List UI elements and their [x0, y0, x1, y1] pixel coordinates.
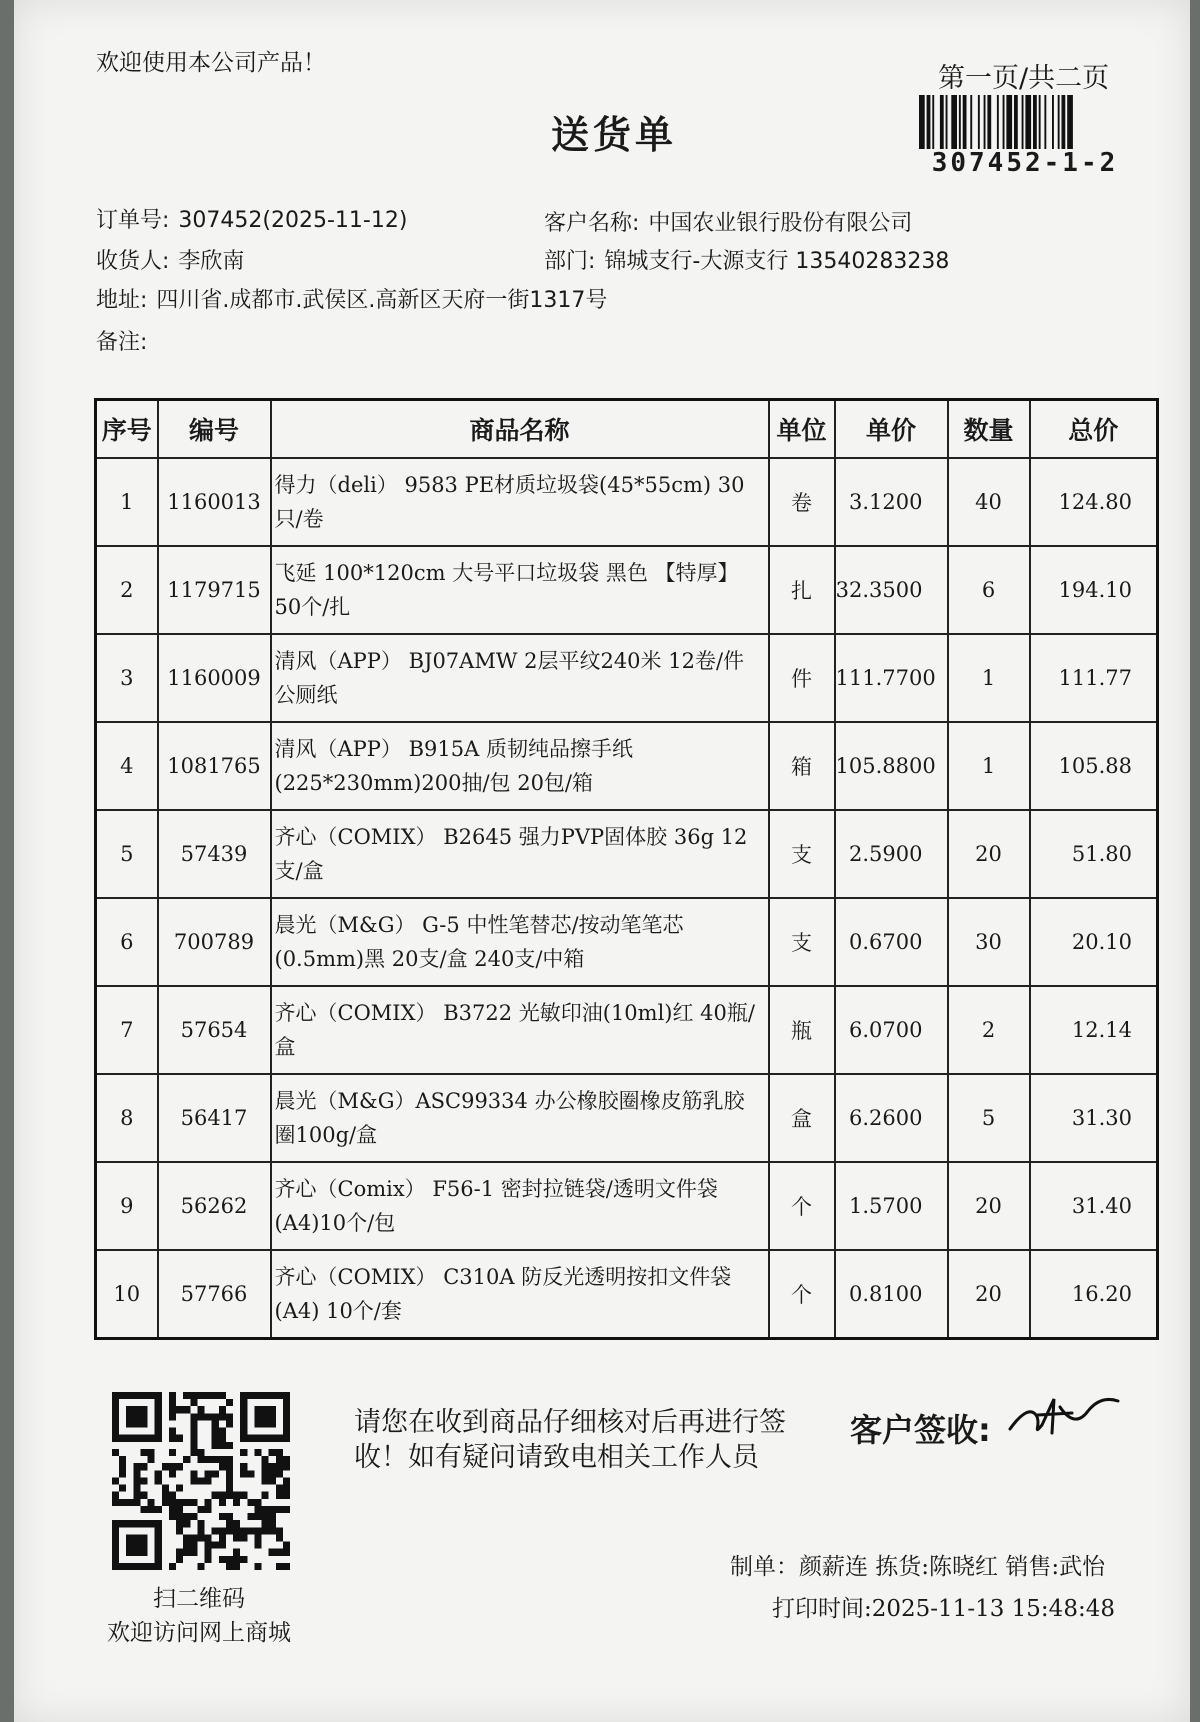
- receiver-line: [96, 244, 244, 275]
- row-total: 31.30: [1030, 1074, 1158, 1162]
- row-qty: 6: [948, 546, 1030, 634]
- header-unit: 单位: [769, 400, 835, 459]
- remark-label: 备注:: [96, 330, 148, 355]
- row-unit: 盒: [769, 1074, 835, 1162]
- row-qty: 5: [948, 1074, 1030, 1162]
- row-name: 飞延 100*120cm 大号平口垃圾袋 黑色 【特厚】 50个/扎: [271, 546, 769, 634]
- row-qty: 20: [948, 1162, 1030, 1250]
- print-time: 打印时间:2025-11-13 15:48:48: [772, 1596, 1115, 1622]
- row-seq: 7: [96, 986, 158, 1074]
- row-price: 0.8100: [835, 1250, 948, 1339]
- row-seq: 2: [96, 546, 158, 634]
- customer-signature-label: 客户签收:: [850, 1411, 991, 1449]
- qr-caption-line-1: 扫二维码: [153, 1586, 245, 1612]
- row-qty: 1: [948, 722, 1030, 810]
- row-total: 124.80: [1030, 458, 1158, 546]
- row-total: 16.20: [1030, 1250, 1158, 1339]
- row-qty: 40: [948, 458, 1030, 546]
- receiver-value: 李欣南: [178, 249, 245, 274]
- row-unit: 件: [769, 634, 835, 722]
- address-label: 地址:: [96, 288, 148, 313]
- header-name: 商品名称: [271, 400, 769, 459]
- row-code: 700789: [158, 898, 271, 986]
- row-seq: 6: [96, 898, 158, 986]
- table-row: [96, 986, 1158, 1074]
- department-line: [544, 244, 949, 275]
- header-qty: 数量: [948, 400, 1030, 459]
- verification-notice: 请您在收到商品仔细核对后再进行签收！如有疑问请致电相关工作人员: [354, 1407, 786, 1473]
- row-code: 56417: [158, 1074, 271, 1162]
- order-number-line: [96, 203, 407, 234]
- delivery-note-paper: [14, 0, 1190, 1722]
- row-total: 105.88: [1030, 722, 1158, 810]
- row-name: 清风（APP） B915A 质韧纯品擦手纸 (225*230mm)200抽/包 20包/箱: [271, 722, 769, 810]
- row-unit: 个: [769, 1162, 835, 1250]
- row-price: 3.1200: [835, 458, 948, 546]
- row-name: 齐心（COMIX） B3722 光敏印油(10ml)红 40瓶/盒: [271, 986, 769, 1074]
- row-price: 111.7700: [835, 634, 948, 722]
- row-seq: 4: [96, 722, 158, 810]
- row-price: 6.2600: [835, 1074, 948, 1162]
- address-value: 四川省.成都市.武侯区.高新区天府一街1317号: [156, 288, 608, 313]
- row-name: 晨光（M&G） G-5 中性笔替芯/按动笔笔芯 (0.5mm)黑 20支/盒 240支/中箱: [271, 898, 769, 986]
- row-seq: 1: [96, 458, 158, 546]
- row-code: 1160009: [158, 634, 271, 722]
- row-unit: 个: [769, 1250, 835, 1339]
- row-code: 1160013: [158, 458, 271, 546]
- row-code: 57654: [158, 986, 271, 1074]
- row-unit: 扎: [769, 546, 835, 634]
- row-code: 57766: [158, 1250, 271, 1339]
- items-table: [94, 398, 1159, 1340]
- row-name: 齐心（COMIX） B2645 强力PVP固体胶 36g 12支/盒: [271, 810, 769, 898]
- row-name: 齐心（Comix） F56-1 密封拉链袋/透明文件袋 (A4)10个/包: [271, 1162, 769, 1250]
- row-total: 31.40: [1030, 1162, 1158, 1250]
- row-seq: 10: [96, 1250, 158, 1339]
- department-value: 锦城支行-大源支行 13540283238: [604, 249, 950, 274]
- receiver-label: 收货人:: [96, 249, 170, 274]
- qr-caption-line-2: 欢迎访问网上商城: [107, 1620, 291, 1646]
- row-code: 56262: [158, 1162, 271, 1250]
- row-qty: 20: [948, 810, 1030, 898]
- row-price: 1.5700: [835, 1162, 948, 1250]
- customer-label: 客户名称:: [544, 211, 640, 236]
- row-unit: 卷: [769, 458, 835, 546]
- row-unit: 箱: [769, 722, 835, 810]
- qr-code-image: [112, 1392, 290, 1570]
- table-row: [96, 722, 1158, 810]
- row-name: 清风（APP） BJ07AMW 2层平纹240米 12卷/件 公厕纸: [271, 634, 769, 722]
- header-total: 总价: [1030, 400, 1158, 459]
- row-name: 得力（deli） 9583 PE材质垃圾袋(45*55cm) 30只/卷: [271, 458, 769, 546]
- table-header-row: [96, 400, 1158, 459]
- table-row: [96, 1250, 1158, 1339]
- row-qty: 2: [948, 986, 1030, 1074]
- department-label: 部门:: [544, 249, 596, 274]
- row-seq: 9: [96, 1162, 158, 1250]
- table-row: [96, 810, 1158, 898]
- row-total: 51.80: [1030, 810, 1158, 898]
- table-row: [96, 898, 1158, 986]
- qr-caption: [84, 1582, 314, 1650]
- row-code: 57439: [158, 810, 271, 898]
- barcode-number: 307452-1-2: [931, 148, 1119, 178]
- row-price: 32.3500: [835, 546, 948, 634]
- table-row: [96, 634, 1158, 722]
- row-price: 2.5900: [835, 810, 948, 898]
- order-number-value: 307452(2025-11-12): [178, 208, 408, 233]
- row-price: 6.0700: [835, 986, 948, 1074]
- order-number-label: 订单号:: [96, 208, 170, 233]
- row-price: 0.6700: [835, 898, 948, 986]
- row-total: 111.77: [1030, 634, 1158, 722]
- customer-line: [544, 206, 912, 237]
- document-title: 送货单: [550, 113, 677, 157]
- row-qty: 1: [948, 634, 1030, 722]
- welcome-text: 欢迎使用本公司产品！: [96, 50, 326, 76]
- handwritten-signature: [1002, 1385, 1122, 1445]
- header-price: 单价: [835, 400, 948, 459]
- address-line: [96, 283, 607, 314]
- staff-info: 制单：颜薪连 拣货:陈晓红 销售:武怡: [730, 1554, 1106, 1580]
- page-indicator: 第一页/共二页: [938, 63, 1110, 94]
- row-unit: 瓶: [769, 986, 835, 1074]
- row-code: 1081765: [158, 722, 271, 810]
- row-code: 1179715: [158, 546, 271, 634]
- row-seq: 8: [96, 1074, 158, 1162]
- row-unit: 支: [769, 898, 835, 986]
- table-row: [96, 458, 1158, 546]
- remark-line: [96, 325, 149, 356]
- header-code: 编号: [158, 400, 271, 459]
- row-seq: 5: [96, 810, 158, 898]
- row-name: 齐心（COMIX） C310A 防反光透明按扣文件袋 (A4) 10个/套: [271, 1250, 769, 1339]
- table-row: [96, 1074, 1158, 1162]
- header-seq: 序号: [96, 400, 158, 459]
- table-row: [96, 1162, 1158, 1250]
- row-qty: 20: [948, 1250, 1030, 1339]
- customer-value: 中国农业银行股份有限公司: [648, 211, 913, 236]
- row-seq: 3: [96, 634, 158, 722]
- row-unit: 支: [769, 810, 835, 898]
- row-price: 105.8800: [835, 722, 948, 810]
- row-total: 20.10: [1030, 898, 1158, 986]
- row-name: 晨光（M&G）ASC99334 办公橡胶圈橡皮筋乳胶圈100g/盒: [271, 1074, 769, 1162]
- table-row: [96, 546, 1158, 634]
- row-total: 12.14: [1030, 986, 1158, 1074]
- row-total: 194.10: [1030, 546, 1158, 634]
- row-qty: 30: [948, 898, 1030, 986]
